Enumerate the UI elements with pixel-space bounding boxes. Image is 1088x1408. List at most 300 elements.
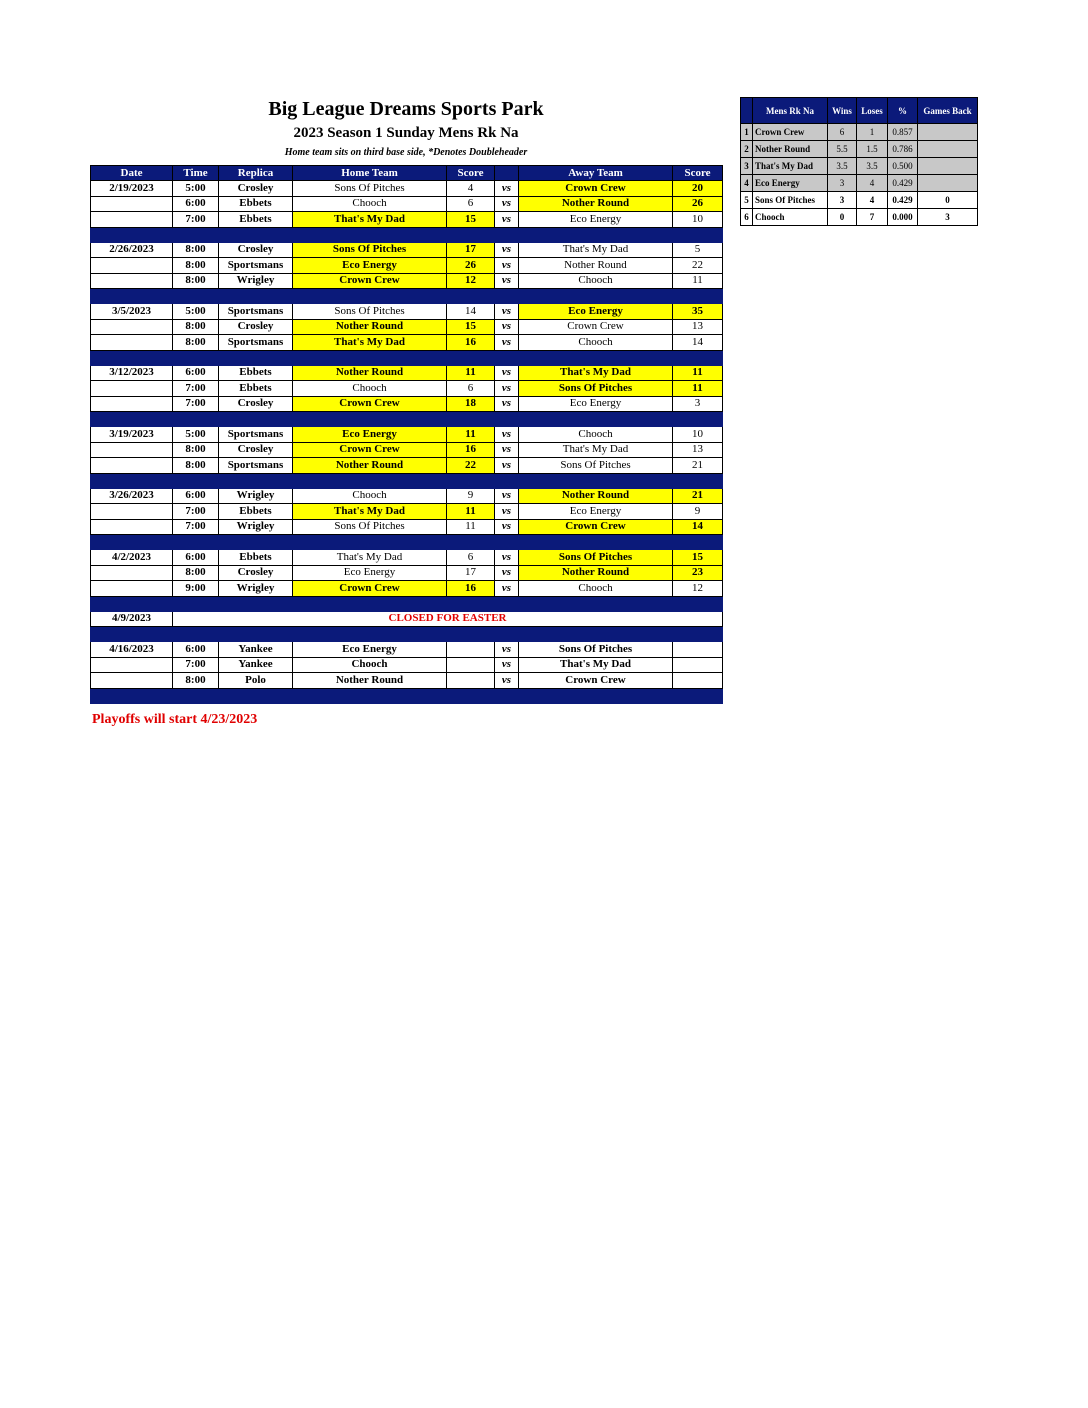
- away-team: Eco Energy: [519, 504, 673, 520]
- game-time: 8:00: [173, 565, 219, 581]
- separator-cell: [495, 412, 519, 427]
- separator-cell: [293, 688, 447, 703]
- standings-loses-header: Loses: [857, 98, 888, 124]
- vs-label: vs: [495, 657, 519, 673]
- schedule-table: [90, 165, 723, 704]
- away-score: 10: [673, 212, 723, 228]
- away-team: Nother Round: [519, 258, 673, 274]
- game-date: [91, 565, 173, 581]
- game-time: 6:00: [173, 365, 219, 381]
- away-team: Sons Of Pitches: [519, 550, 673, 566]
- home-team: Chooch: [293, 488, 447, 504]
- col-time-header: Time: [173, 166, 219, 181]
- home-team: Chooch: [293, 381, 447, 397]
- home-score: 4: [447, 181, 495, 197]
- away-score: 10: [673, 427, 723, 443]
- separator-cell: [447, 289, 495, 304]
- home-team: Nother Round: [293, 673, 447, 689]
- vs-label: vs: [495, 581, 519, 597]
- standings-pct: 0.500: [888, 158, 918, 175]
- away-team: Nother Round: [519, 488, 673, 504]
- standings-team: Crown Crew: [753, 124, 828, 141]
- vs-label: vs: [495, 519, 519, 535]
- game-date: [91, 673, 173, 689]
- standings-wins: 5.5: [828, 141, 857, 158]
- standings-wins-header: Wins: [828, 98, 857, 124]
- game-time: 8:00: [173, 458, 219, 474]
- away-team: Chooch: [519, 273, 673, 289]
- away-score: 21: [673, 488, 723, 504]
- game-date: 2/19/2023: [91, 181, 173, 197]
- vs-label: vs: [495, 442, 519, 458]
- game-row: [91, 273, 723, 289]
- away-team: Sons Of Pitches: [519, 458, 673, 474]
- separator-cell: [219, 227, 293, 242]
- separator-cell: [519, 350, 673, 365]
- standings-row: [741, 158, 978, 175]
- vs-label: vs: [495, 504, 519, 520]
- game-row: [91, 319, 723, 335]
- separator-cell: [219, 350, 293, 365]
- separator-cell: [495, 596, 519, 611]
- home-team: Sons Of Pitches: [293, 304, 447, 320]
- separator-cell: [293, 350, 447, 365]
- separator-cell: [447, 227, 495, 242]
- vs-label: vs: [495, 181, 519, 197]
- game-date: [91, 273, 173, 289]
- game-field: Crosley: [219, 181, 293, 197]
- game-field: Ebbets: [219, 381, 293, 397]
- game-time: 7:00: [173, 212, 219, 228]
- separator-cell: [91, 350, 173, 365]
- away-score: 21: [673, 458, 723, 474]
- week-separator-row: [91, 412, 723, 427]
- separator-cell: [219, 627, 293, 642]
- standings-wins: 3: [828, 175, 857, 192]
- separator-cell: [673, 596, 723, 611]
- separator-cell: [519, 289, 673, 304]
- schedule-body: [91, 181, 723, 704]
- standings-wins: 3.5: [828, 158, 857, 175]
- game-field: Ebbets: [219, 365, 293, 381]
- home-score: 22: [447, 458, 495, 474]
- vs-label: vs: [495, 273, 519, 289]
- separator-cell: [447, 627, 495, 642]
- separator-cell: [219, 535, 293, 550]
- game-time: 8:00: [173, 673, 219, 689]
- away-score: 5: [673, 242, 723, 258]
- game-date: [91, 381, 173, 397]
- separator-cell: [219, 688, 293, 703]
- game-field: Yankee: [219, 657, 293, 673]
- vs-label: vs: [495, 381, 519, 397]
- col-away-team-header: Away Team: [519, 166, 673, 181]
- standings-pct-header: %: [888, 98, 918, 124]
- away-team: Crown Crew: [519, 319, 673, 335]
- game-time: 7:00: [173, 657, 219, 673]
- separator-cell: [173, 473, 219, 488]
- away-score: 13: [673, 319, 723, 335]
- game-row: [91, 304, 723, 320]
- separator-cell: [173, 535, 219, 550]
- game-date: 4/16/2023: [91, 642, 173, 658]
- standings-loses: 1.5: [857, 141, 888, 158]
- game-time: 5:00: [173, 304, 219, 320]
- separator-cell: [219, 473, 293, 488]
- standings-wins: 6: [828, 124, 857, 141]
- away-score: 14: [673, 519, 723, 535]
- separator-cell: [293, 289, 447, 304]
- home-team: Crown Crew: [293, 396, 447, 412]
- game-date: 3/19/2023: [91, 427, 173, 443]
- schedule-note: Home team sits on third base side, *Denotes Doubleheader: [284, 147, 528, 158]
- away-team: Eco Energy: [519, 304, 673, 320]
- home-team: That's My Dad: [293, 550, 447, 566]
- vs-label: vs: [495, 242, 519, 258]
- game-time: 8:00: [173, 273, 219, 289]
- game-date: [91, 581, 173, 597]
- away-team: Chooch: [519, 335, 673, 351]
- game-row: [91, 565, 723, 581]
- game-row: [91, 181, 723, 197]
- home-team: Sons Of Pitches: [293, 519, 447, 535]
- game-row: [91, 335, 723, 351]
- home-score: 16: [447, 442, 495, 458]
- game-row: [91, 258, 723, 274]
- away-team: Eco Energy: [519, 396, 673, 412]
- away-score: [673, 642, 723, 658]
- home-score: 6: [447, 550, 495, 566]
- away-score: 11: [673, 365, 723, 381]
- game-field: Sportsmans: [219, 258, 293, 274]
- home-score: 11: [447, 365, 495, 381]
- game-time: 6:00: [173, 488, 219, 504]
- game-field: Crosley: [219, 442, 293, 458]
- separator-cell: [519, 688, 673, 703]
- game-time: 6:00: [173, 642, 219, 658]
- game-row: [91, 657, 723, 673]
- home-team: Eco Energy: [293, 427, 447, 443]
- vs-label: vs: [495, 365, 519, 381]
- game-field: Ebbets: [219, 504, 293, 520]
- col-home-score-header: Score: [447, 166, 495, 181]
- game-date: 3/5/2023: [91, 304, 173, 320]
- separator-cell: [495, 350, 519, 365]
- home-team: Chooch: [293, 657, 447, 673]
- home-score: 6: [447, 196, 495, 212]
- separator-cell: [673, 412, 723, 427]
- standings-pct: 0.429: [888, 192, 918, 209]
- game-time: 7:00: [173, 504, 219, 520]
- game-row: [91, 488, 723, 504]
- separator-cell: [91, 473, 173, 488]
- home-team: Eco Energy: [293, 565, 447, 581]
- home-score: 16: [447, 335, 495, 351]
- game-date: 4/2/2023: [91, 550, 173, 566]
- separator-cell: [173, 688, 219, 703]
- home-score: 9: [447, 488, 495, 504]
- game-row: [91, 365, 723, 381]
- home-score: [447, 642, 495, 658]
- separator-cell: [91, 596, 173, 611]
- separator-cell: [673, 350, 723, 365]
- standings-games-back: [918, 141, 978, 158]
- standings-loses: 1: [857, 124, 888, 141]
- game-date: [91, 519, 173, 535]
- away-team: That's My Dad: [519, 442, 673, 458]
- separator-cell: [447, 596, 495, 611]
- separator-cell: [673, 289, 723, 304]
- home-team: Nother Round: [293, 458, 447, 474]
- separator-cell: [173, 350, 219, 365]
- home-score: 11: [447, 519, 495, 535]
- game-time: 8:00: [173, 242, 219, 258]
- week-separator-row: [91, 627, 723, 642]
- separator-cell: [519, 627, 673, 642]
- separator-cell: [447, 350, 495, 365]
- standings-rank-header: [741, 98, 753, 124]
- away-team: Chooch: [519, 427, 673, 443]
- game-row: [91, 442, 723, 458]
- game-row: [91, 519, 723, 535]
- game-field: Sportsmans: [219, 427, 293, 443]
- separator-cell: [673, 627, 723, 642]
- game-date: [91, 196, 173, 212]
- standings-pct: 0.786: [888, 141, 918, 158]
- game-time: 8:00: [173, 335, 219, 351]
- game-time: 8:00: [173, 319, 219, 335]
- game-row: [91, 673, 723, 689]
- standings-games-back: 3: [918, 209, 978, 226]
- standings-pct: 0.857: [888, 124, 918, 141]
- game-field: Wrigley: [219, 488, 293, 504]
- away-team: Sons Of Pitches: [519, 381, 673, 397]
- game-field: Sportsmans: [219, 304, 293, 320]
- game-time: 5:00: [173, 427, 219, 443]
- home-team: Eco Energy: [293, 258, 447, 274]
- game-row: [91, 242, 723, 258]
- game-row: [91, 427, 723, 443]
- away-score: 20: [673, 181, 723, 197]
- standings-wins: 0: [828, 209, 857, 226]
- away-score: 15: [673, 550, 723, 566]
- home-team: Sons Of Pitches: [293, 181, 447, 197]
- game-time: 5:00: [173, 181, 219, 197]
- game-row: [91, 212, 723, 228]
- game-time: 7:00: [173, 381, 219, 397]
- separator-cell: [673, 473, 723, 488]
- vs-label: vs: [495, 565, 519, 581]
- separator-cell: [673, 227, 723, 242]
- standings-pct: 0.000: [888, 209, 918, 226]
- week-separator-row: [91, 350, 723, 365]
- separator-cell: [519, 412, 673, 427]
- away-team: Crown Crew: [519, 673, 673, 689]
- away-score: 26: [673, 196, 723, 212]
- home-team: That's My Dad: [293, 212, 447, 228]
- separator-cell: [219, 596, 293, 611]
- standings-loses: 4: [857, 175, 888, 192]
- game-date: [91, 504, 173, 520]
- separator-cell: [293, 412, 447, 427]
- game-date: [91, 319, 173, 335]
- game-row: [91, 642, 723, 658]
- home-score: 14: [447, 304, 495, 320]
- home-team: That's My Dad: [293, 335, 447, 351]
- separator-cell: [219, 412, 293, 427]
- away-team: Sons Of Pitches: [519, 642, 673, 658]
- home-score: [447, 657, 495, 673]
- away-score: [673, 657, 723, 673]
- standings-row: [741, 192, 978, 209]
- standings-team-header: Mens Rk Na: [753, 98, 828, 124]
- game-date: 2/26/2023: [91, 242, 173, 258]
- game-date: 3/26/2023: [91, 488, 173, 504]
- vs-label: vs: [495, 550, 519, 566]
- game-field: Sportsmans: [219, 335, 293, 351]
- game-row: [91, 458, 723, 474]
- game-field: Crosley: [219, 242, 293, 258]
- game-time: 9:00: [173, 581, 219, 597]
- col-replica-header: Replica: [219, 166, 293, 181]
- separator-cell: [447, 535, 495, 550]
- game-date: [91, 258, 173, 274]
- vs-label: vs: [495, 396, 519, 412]
- separator-cell: [173, 289, 219, 304]
- away-team: Crown Crew: [519, 181, 673, 197]
- away-team: Chooch: [519, 581, 673, 597]
- standings-games-back: [918, 158, 978, 175]
- game-date: [91, 458, 173, 474]
- game-field: Ebbets: [219, 212, 293, 228]
- week-separator-row: [91, 227, 723, 242]
- separator-cell: [91, 627, 173, 642]
- separator-cell: [673, 535, 723, 550]
- separator-cell: [495, 627, 519, 642]
- game-field: Crosley: [219, 565, 293, 581]
- separator-cell: [519, 473, 673, 488]
- standings-team: Eco Energy: [753, 175, 828, 192]
- separator-cell: [519, 596, 673, 611]
- game-time: 7:00: [173, 519, 219, 535]
- separator-cell: [293, 535, 447, 550]
- separator-cell: [495, 535, 519, 550]
- home-score: 17: [447, 242, 495, 258]
- home-team: Eco Energy: [293, 642, 447, 658]
- home-score: 26: [447, 258, 495, 274]
- standings-games-back: 0: [918, 192, 978, 209]
- standings-rank: 2: [741, 141, 753, 158]
- separator-cell: [173, 627, 219, 642]
- standings-table: [740, 97, 978, 226]
- away-score: 35: [673, 304, 723, 320]
- away-team: Crown Crew: [519, 519, 673, 535]
- away-team: That's My Dad: [519, 657, 673, 673]
- standings-rank: 4: [741, 175, 753, 192]
- home-team: Crown Crew: [293, 442, 447, 458]
- vs-label: vs: [495, 258, 519, 274]
- game-date: [91, 335, 173, 351]
- separator-cell: [495, 227, 519, 242]
- home-team: Sons Of Pitches: [293, 242, 447, 258]
- page-subtitle: 2023 Season 1 Sunday Mens Rk Na: [293, 125, 519, 141]
- home-score: 18: [447, 396, 495, 412]
- standings-gb-header: Games Back: [918, 98, 978, 124]
- away-team: That's My Dad: [519, 242, 673, 258]
- week-separator-row: [91, 535, 723, 550]
- page-title: Big League Dreams Sports Park: [268, 98, 544, 120]
- separator-cell: [293, 596, 447, 611]
- home-score: 12: [447, 273, 495, 289]
- home-score: 16: [447, 581, 495, 597]
- standings-header-row: [741, 98, 978, 124]
- game-time: 6:00: [173, 196, 219, 212]
- away-score: 3: [673, 396, 723, 412]
- separator-cell: [293, 227, 447, 242]
- vs-label: vs: [495, 427, 519, 443]
- standings-team: Nother Round: [753, 141, 828, 158]
- away-score: 11: [673, 273, 723, 289]
- home-score: 15: [447, 212, 495, 228]
- away-team: Eco Energy: [519, 212, 673, 228]
- separator-cell: [91, 688, 173, 703]
- game-field: Ebbets: [219, 550, 293, 566]
- standings-row: [741, 141, 978, 158]
- week-separator-row: [91, 289, 723, 304]
- separator-cell: [447, 473, 495, 488]
- home-score: 6: [447, 381, 495, 397]
- game-row: [91, 381, 723, 397]
- standings-row: [741, 175, 978, 192]
- game-field: Wrigley: [219, 581, 293, 597]
- vs-label: vs: [495, 673, 519, 689]
- standings-team: Sons Of Pitches: [753, 192, 828, 209]
- standings-rank: 5: [741, 192, 753, 209]
- game-row: [91, 550, 723, 566]
- standings-team: Chooch: [753, 209, 828, 226]
- separator-cell: [519, 227, 673, 242]
- game-field: Crosley: [219, 319, 293, 335]
- separator-cell: [447, 412, 495, 427]
- home-team: That's My Dad: [293, 504, 447, 520]
- standings-pct: 0.429: [888, 175, 918, 192]
- separator-cell: [173, 596, 219, 611]
- separator-cell: [173, 412, 219, 427]
- away-score: 22: [673, 258, 723, 274]
- standings-rank: 3: [741, 158, 753, 175]
- game-row: [91, 196, 723, 212]
- game-date: 4/9/2023: [91, 611, 173, 627]
- vs-label: vs: [495, 488, 519, 504]
- col-vs-header: [495, 166, 519, 181]
- standings-loses: 4: [857, 192, 888, 209]
- away-team: Nother Round: [519, 196, 673, 212]
- separator-cell: [293, 627, 447, 642]
- week-separator-row: [91, 596, 723, 611]
- separator-cell: [91, 227, 173, 242]
- standings-rank: 6: [741, 209, 753, 226]
- game-field: Wrigley: [219, 273, 293, 289]
- separator-cell: [173, 227, 219, 242]
- closed-notice: CLOSED FOR EASTER: [173, 611, 723, 627]
- home-score: 11: [447, 504, 495, 520]
- standings-team: That's My Dad: [753, 158, 828, 175]
- week-separator-row: [91, 688, 723, 703]
- game-time: 7:00: [173, 396, 219, 412]
- away-score: 12: [673, 581, 723, 597]
- col-home-team-header: Home Team: [293, 166, 447, 181]
- home-score: 17: [447, 565, 495, 581]
